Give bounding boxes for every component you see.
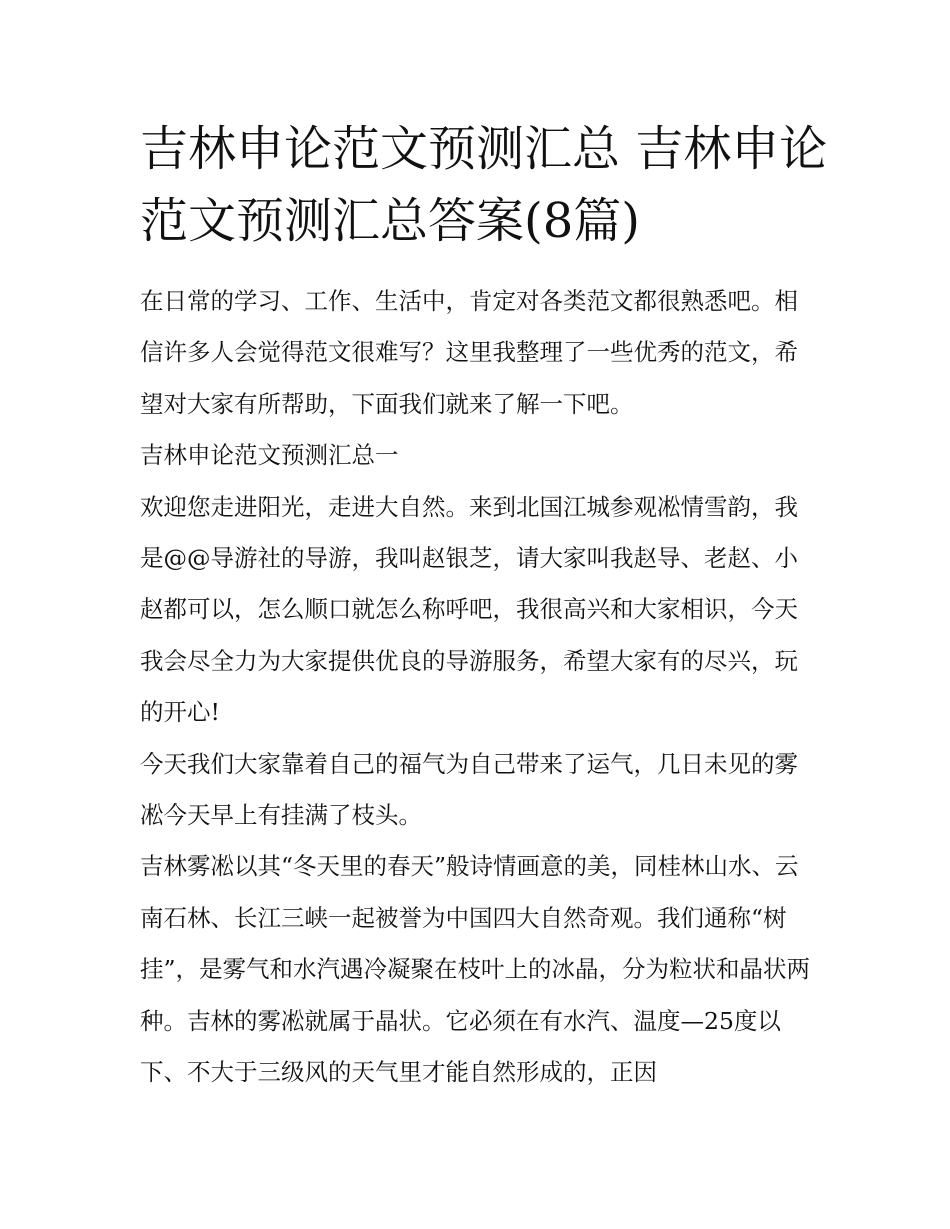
document-body — [140, 276, 820, 1099]
section-heading: 吉林申论范文预测汇总一 — [140, 441, 399, 470]
body-paragraph: 今天我们大家靠着自己的福气为自己带来了运气，几日未见的雾凇今天早上有挂满了枝头。 — [140, 749, 798, 830]
document-title: 吉林申论范文预测汇总 吉林申论范文预测汇总答案(8篇) — [140, 121, 828, 249]
body-paragraph: 吉林雾凇以其“冬天里的春天”般诗情画意的美，同桂林山水、云南石林、长江三峡一起被誉为中国四大自然奇观。我们通称“树挂”，是雾气和水汽遇冷凝聚在枝叶上的冰晶，分为粒状和晶状两种。吉林的雾凇就属于晶状。它必须在有水汽、温度—25度以下、不大于三级风的天气里才能自然形成的，正因 — [140, 852, 811, 1087]
intro-paragraph: 在日常的学习、工作、生活中，肯定对各类范文都很熟悉吧。相信许多人会觉得范文很难写？这里我整理了一些优秀的范文，希望对大家有所帮助，下面我们就来了解一下吧。 — [140, 287, 798, 418]
body-paragraph: 欢迎您走进阳光，走进大自然。来到北国江城参观凇情雪韵，我是@@导游社的导游，我叫赵银芝，请大家叫我赵导、老赵、小赵都可以，怎么顺口就怎么称呼吧，我很高兴和大家相识，今天我会尽全力为大家提供优良的导游服务，希望大家有的尽兴，玩的开心! — [140, 492, 798, 727]
